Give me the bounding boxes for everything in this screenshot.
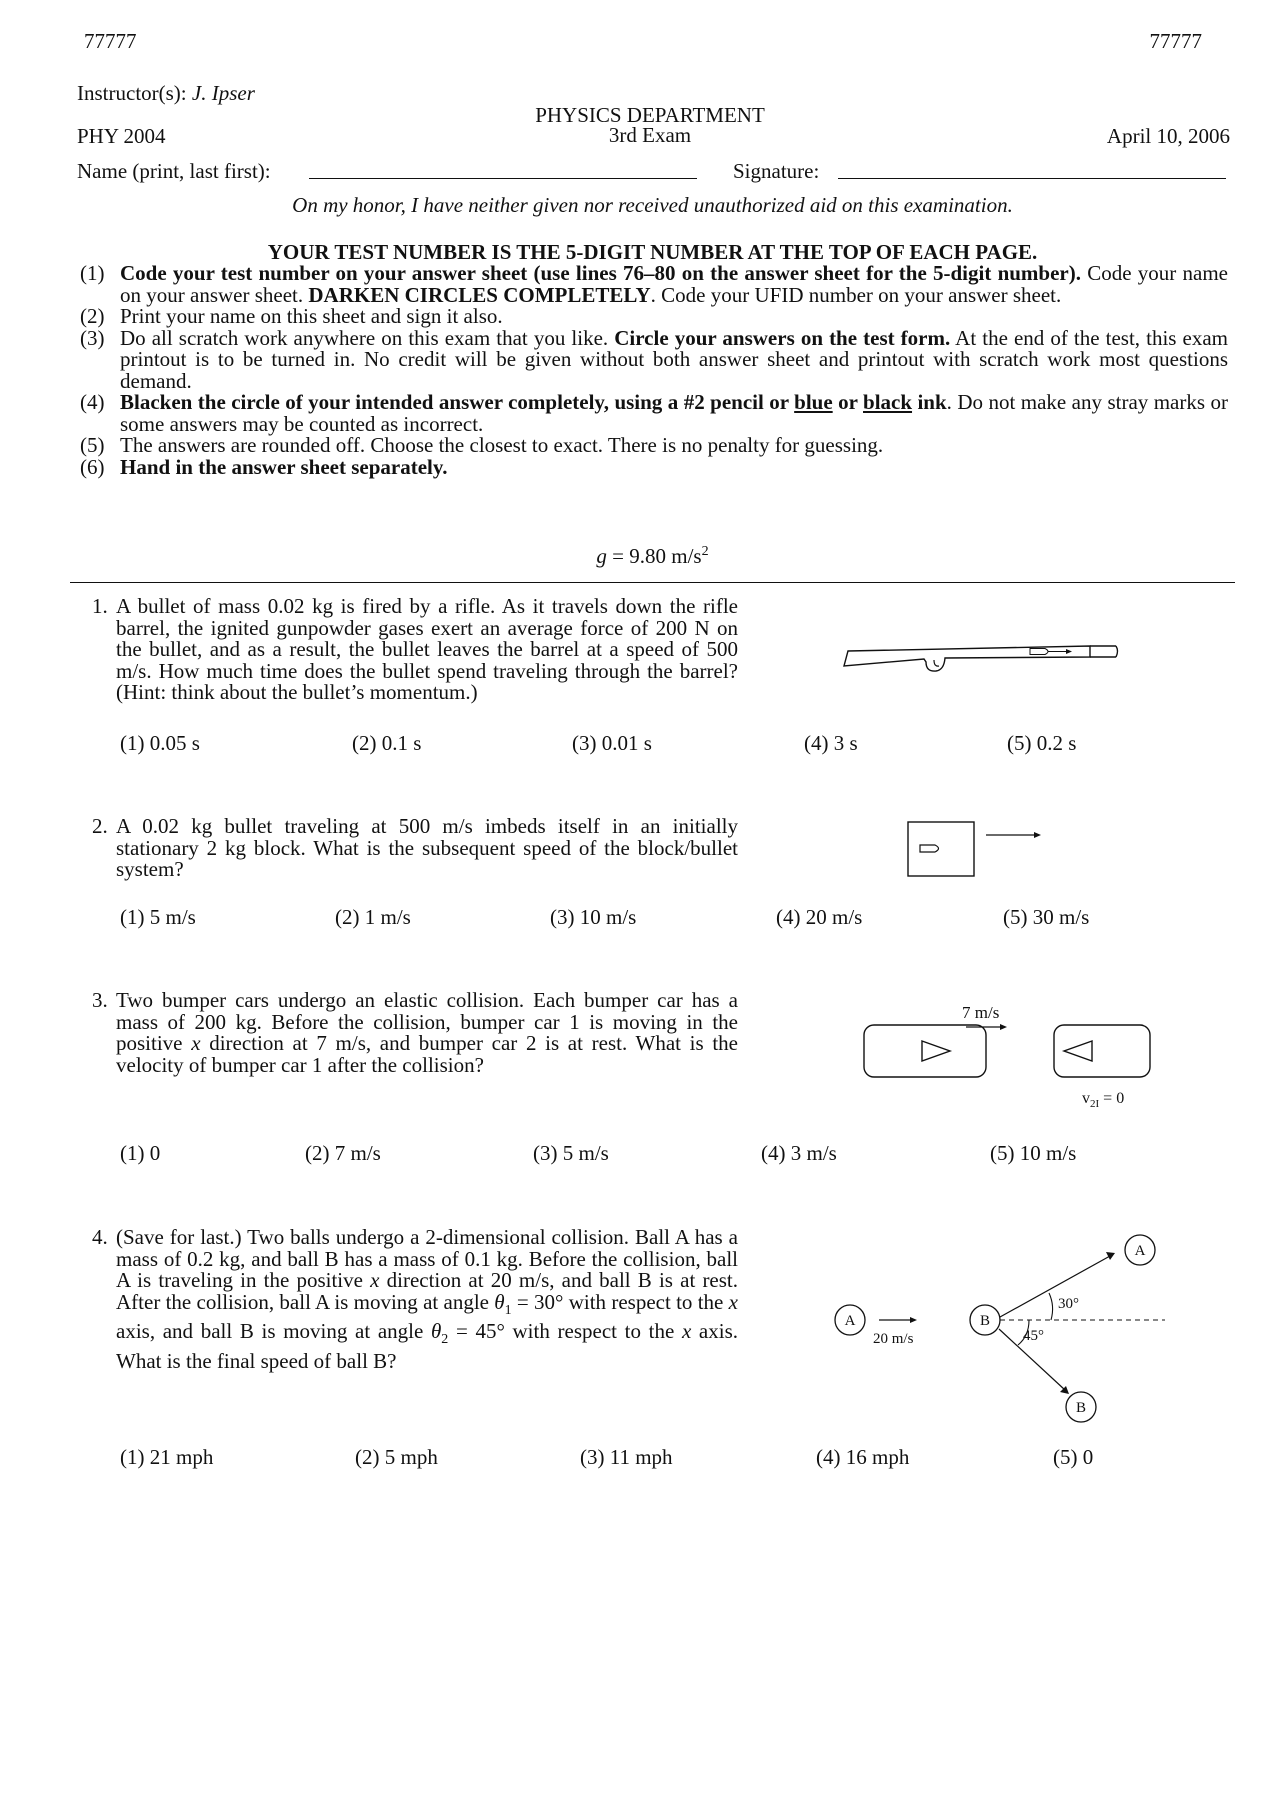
name-label: Name (print, last first): <box>77 159 271 183</box>
angle-b-label: 45° <box>1023 1328 1044 1344</box>
question-2: 2. A 0.02 kg bullet traveling at 500 m/s imbeds itself in an initially stationary 2 kg block. What is the subsequent speed of the block/bullet system? <box>92 814 738 881</box>
answer-option[interactable]: (1) 0.05 s <box>120 731 200 755</box>
svg-text:B: B <box>1075 1400 1087 1416</box>
department: PHYSICS DEPARTMENT <box>535 103 765 127</box>
answer-option[interactable]: (1) 0 <box>120 1141 161 1165</box>
signature-label: Signature: <box>733 159 820 183</box>
instructor-name: J. Ipser <box>191 81 255 105</box>
answer-option[interactable]: (3) 5 m/s <box>533 1141 609 1165</box>
answer-option[interactable]: (4) 3 m/s <box>761 1141 837 1165</box>
instruction-item: (1) Code your test number on your answer sheet (use lines 76–80 on the answer sheet for the 5-digit number). Code your name on your answer sheet. DARKEN CIRCLES COMPLETELY. Code your UFID number on your answer sheet. <box>80 261 1229 307</box>
answer-option[interactable]: (4) 16 mph <box>816 1445 910 1469</box>
answer-option[interactable]: (2) 0.1 s <box>352 731 422 755</box>
rifle-diagram <box>840 638 1130 684</box>
exam-title: 3rd Exam <box>608 123 692 147</box>
question-text: A bullet of mass 0.02 kg is fired by a rifle. As it travels down the rifle barrel, the ignited gunpowder gases exert an average force of 200 N on the bullet, and as a result, the bullet leaves the barrel at a speed of 500 m/s. How much time does the bullet spend traveling through the barrel? (Hint: think about the bullet’s momentum.) <box>116 594 738 704</box>
answer-option[interactable]: (3) 10 m/s <box>550 905 637 929</box>
course-code: PHY 2004 <box>77 124 166 148</box>
test-number-right: 77777 <box>1149 29 1202 53</box>
svg-text:A: A <box>844 1313 856 1329</box>
answer-option[interactable]: (5) 30 m/s <box>1003 905 1090 929</box>
answer-option[interactable]: (5) 10 m/s <box>990 1141 1077 1165</box>
instruction-item: (6) Hand in the answer sheet separately. <box>80 454 448 479</box>
answer-option[interactable]: (3) 11 mph <box>580 1445 673 1469</box>
block-bullet-diagram <box>900 818 1050 882</box>
question-text: A 0.02 kg bullet traveling at 500 m/s imbeds itself in an initially stationary 2 kg block. What is the subsequent speed of the block/bullet system? <box>116 814 738 881</box>
honor-statement: On my honor, I have neither given nor received unauthorized aid on this examination. <box>292 193 1013 217</box>
bumper-cars-diagram <box>858 996 1158 1116</box>
question-4: 4. (Save for last.) Two balls undergo a 2-dimensional collision. Ball A has a mass of 0.2 kg, and ball B has a mass of 0.1 kg. Before the collision, ball A is traveling in the positive x direction at 20 m/s, and ball B is at rest. After the collision, ball A is moving at angle $\theta_1 = 30^\circ$ with respect to the x axis, and ball B is moving at angle $\theta_2 = 45^\circ$ with respect to the x axis. What is the final speed of ball B? <box>92 1225 739 1373</box>
car1-velocity-label: 7 m/s <box>962 1003 1000 1022</box>
name-field-line[interactable] <box>309 178 697 179</box>
bumper-car-1 <box>864 1025 986 1077</box>
instruction-item: (5) The answers are rounded off. Choose the closest to exact. There is no penalty for guessing. <box>80 433 884 457</box>
instruction-item: (2) Print your name on this sheet and sign it also. <box>80 304 503 328</box>
svg-text:B: B <box>979 1313 991 1329</box>
signature-field-line[interactable] <box>838 178 1226 179</box>
car2-velocity-label: $v_{2I} = 0$ <box>1082 1090 1125 1110</box>
answer-option[interactable]: (4) 20 m/s <box>776 905 863 929</box>
answer-option[interactable]: (5) 0.2 s <box>1007 731 1077 755</box>
answer-option[interactable]: (3) 0.01 s <box>572 731 652 755</box>
divider <box>70 582 1235 583</box>
test-number-left: 77777 <box>84 29 137 53</box>
instructions-list <box>80 263 1228 478</box>
exam-date: April 10, 2006 <box>1106 124 1230 148</box>
ball-a-speed-label: 20 m/s <box>873 1331 914 1347</box>
instruction-item: (4) Blacken the circle of your intended answer completely, using a #2 pencil or blue or black ink. Do not make any stray marks or some answers may be counted as incorrect. <box>80 390 1228 436</box>
instructions-title: YOUR TEST NUMBER IS THE 5-DIGIT NUMBER AT THE TOP OF EACH PAGE. <box>267 240 1038 264</box>
bumper-car-2 <box>1054 1025 1150 1077</box>
answer-option[interactable]: (1) 5 m/s <box>120 905 196 929</box>
question-3: 3. Two bumper cars undergo an elastic collision. Each bumper car has a mass of 200 kg. Before the collision, bumper car 1 is moving in the positive x direction at 7 m/s, and bumper car 2 is at rest. What is the velocity of bumper car 1 after the collision? <box>92 988 739 1077</box>
instructor-line <box>77 82 255 104</box>
answer-option[interactable]: (2) 7 m/s <box>305 1141 381 1165</box>
svg-text:A: A <box>1134 1243 1146 1259</box>
question-text: (Save for last.) Two balls undergo a 2-dimensional collision. Ball A has a mass of 0.2 kg, and ball B has a mass of 0.1 kg. Before the collision, ball A is traveling in the positive x direction at 20 m/s, and ball B is at rest. After the collision, ball A is moving at angle $\theta_1 = 30^\circ$ with respect to the x axis, and ball B is moving at angle $\theta_2 = 45^\circ$ with respect to the x axis. What is the final speed of ball B? <box>116 1225 739 1373</box>
angle-a-label: 30° <box>1058 1296 1079 1312</box>
gravity-constant: g = 9.80 $m/s^2$ <box>596 544 709 568</box>
answer-option[interactable]: (1) 21 mph <box>120 1445 214 1469</box>
two-ball-collision-diagram <box>825 1232 1175 1432</box>
answer-option[interactable]: (2) 5 mph <box>355 1445 438 1469</box>
instruction-item: (3) Do all scratch work anywhere on this exam that you like. Circle your answers on the test form. At the end of the test, this exam printout is to be turned in. No credit will be given without both answer sheet and printout with scratch work most questions demand. <box>80 325 1229 393</box>
instructor-label: Instructor(s): <box>77 81 187 105</box>
question-1: 1. A bullet of mass 0.02 kg is fired by a rifle. As it travels down the rifle barrel, the ignited gunpowder gases exert an average force of 200 N on the bullet, and as a result, the bullet leaves the barrel at a speed of 500 m/s. How much time does the bullet spend traveling through the barrel? (Hint: think about the bullet’s momentum.) <box>92 594 738 704</box>
answer-option[interactable]: (4) 3 s <box>804 731 858 755</box>
answer-option[interactable]: (5) 0 <box>1053 1445 1094 1469</box>
question-text: Two bumper cars undergo an elastic collision. Each bumper car has a mass of 200 kg. Before the collision, bumper car 1 is moving in the positive x direction at 7 m/s, and bumper car 2 is at rest. What is the velocity of bumper car 1 after the collision? <box>116 988 739 1077</box>
answer-option[interactable]: (2) 1 m/s <box>335 905 411 929</box>
